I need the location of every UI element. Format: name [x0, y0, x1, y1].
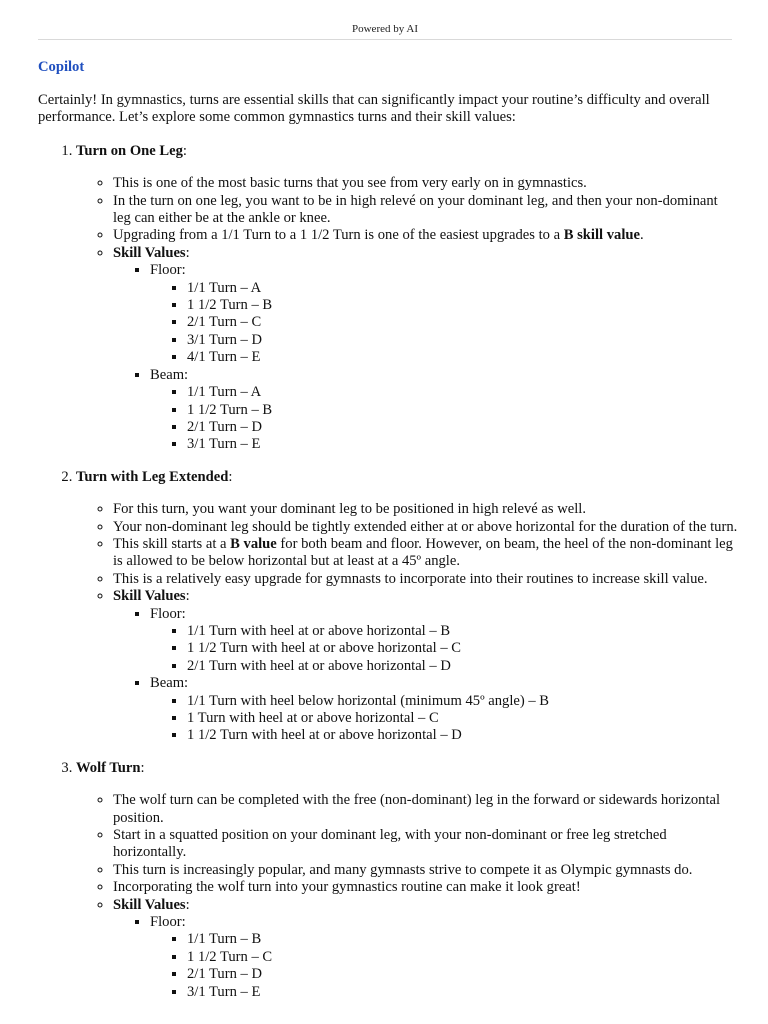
point-item: [113, 571, 738, 588]
skill-value-item: ▪ 2/1 Turn – D: [187, 419, 738, 436]
skill-value-item: ▪ 2/1 Turn – C: [187, 314, 738, 331]
skill-value-item: ▪ 1 1/2 Turn with heel at or above horizontal – D: [187, 727, 738, 744]
apparatus-item: [150, 367, 738, 454]
apparatus-item: [150, 675, 738, 745]
apparatus-list: [113, 914, 738, 1001]
skill-value-item: ▪ 1/1 Turn – B: [187, 931, 738, 948]
point-text: The wolf turn can be completed with the free (non-dominant) leg in the forward or sidewards horizontal position.: [113, 792, 721, 826]
section-title: Turn with Leg Extended: [76, 468, 229, 485]
point-item: [113, 519, 738, 536]
skill-values-item: ◦ Skill Values: ▪ Floor: ▪ 1/1 Turn – A ▪ 1 1/2 Turn – B ▪ 2/1 Turn – C ▪ 3/1 Turn – D ▪ 4/1 Turn – E ▪ Beam: ▪ 1/1 Turn – A ▪ 1 1/2 Turn – B ▪ 2/1 Turn – D ▪ 3/1 Turn – E: [113, 245, 738, 454]
section-title: Wolf Turn: [76, 759, 141, 776]
section-points: [76, 175, 738, 454]
section-item: 2. Turn with Leg Extended: ◦ For this turn, you want your dominant leg to be positioned in high relevé as well. ◦ Your non-dominant leg should be tightly extended either at or above horizontal for the duration of the turn. ◦ This skill starts at a B value for both beam and floor. However, on beam, the heel of the non-dominant leg is allowed to be below horizontal but at least at a 45º angle. ◦ This is a relatively easy upgrade for gymnasts to incorporate into their routines to increase skill value. ◦ Skill Values: ▪ Floor: ▪ 1/1 Turn with heel at or above horizontal – B ▪ 1 1/2 Turn with heel at or above horizontal – C ▪ 2/1 Turn with heel at or above horizontal – D ▪ Beam: ▪ 1/1 Turn with heel below horizontal (minimum 45º angle) – B ▪ 1 Turn with heel at or above horizontal – C ▪ 1 1/2 Turn with heel at or above horizontal – D: [76, 469, 738, 745]
skill-value-list: [150, 693, 738, 745]
skill-values-label: Skill Values: [113, 896, 186, 913]
point-text: Upgrading from a 1/1 Turn to a 1 1/2 Turn is one of the easiest upgrades to a: [113, 227, 564, 244]
point-item: [113, 193, 738, 228]
apparatus-name: Floor:: [150, 605, 186, 622]
point-item: [113, 501, 738, 518]
skill-value-item: ▪ 3/1 Turn – E: [187, 436, 738, 453]
apparatus-item: [150, 262, 738, 366]
skill-value-item: ▪ 2/1 Turn – D: [187, 966, 738, 983]
point-text: Incorporating the wolf turn into your gymnastics routine can make it look great!: [113, 879, 581, 896]
section-item: 3. Wolf Turn: ◦ The wolf turn can be completed with the free (non-dominant) leg in the forward or sidewards horizontal position. ◦ Start in a squatted position on your dominant leg, with your non-dominant or free leg stretched horizontally. ◦ This turn is increasingly popular, and many gymnasts strive to compete it as Olympic gymnasts do. ◦ Incorporating the wolf turn into your gymnastics routine can make it look great! ◦ Skill Values: ▪ Floor: ▪ 1/1 Turn – B ▪ 1 1/2 Turn – C ▪ 2/1 Turn – D ▪ 3/1 Turn – E: [76, 760, 738, 1001]
point-bold-text: B value: [230, 535, 277, 552]
point-text: In the turn on one leg, you want to be in high relevé on your dominant leg, and then your non-dominant leg can either be at the ankle or knee.: [113, 192, 718, 227]
point-item: [113, 879, 738, 896]
powered-by-banner: Powered by AI: [38, 22, 732, 40]
skill-value-list: [150, 623, 738, 675]
skill-value-item: ▪ 4/1 Turn – E: [187, 349, 738, 366]
point-item: [113, 862, 738, 879]
intro-paragraph: Certainly! In gymnastics, turns are essential skills that can significantly impact your routine’s difficulty and overall performance. Let’s explore some common gymnastics turns and their skill values:: [38, 92, 710, 126]
skill-value-list: [150, 280, 738, 367]
skill-value-item: ▪ 1 1/2 Turn – B: [187, 402, 738, 419]
point-text: Your non-dominant leg should be tightly extended either at or above horizontal for the duration of the turn.: [113, 518, 738, 535]
apparatus-name: Beam:: [150, 366, 189, 383]
point-text: Start in a squatted position on your dominant leg, with your non-dominant or free leg stretched horizontally.: [113, 827, 667, 861]
apparatus-list: [113, 606, 738, 745]
skill-value-item: ▪ 2/1 Turn with heel at or above horizontal – D: [187, 658, 738, 675]
point-text: This is one of the most basic turns that you see from very early on in gymnastics.: [113, 175, 587, 192]
speaker-name: Copilot: [38, 59, 85, 75]
skill-values-item: ◦ Skill Values: ▪ Floor: ▪ 1/1 Turn – B ▪ 1 1/2 Turn – C ▪ 2/1 Turn – D ▪ 3/1 Turn – E: [113, 897, 738, 1001]
section-title: Turn on One Leg: [76, 142, 183, 159]
section-item: 1. Turn on One Leg: ◦ This is one of the most basic turns that you see from very early on in gymnastics. ◦ In the turn on one leg, you want to be in high relevé on your dominant leg, and then your non-dominant leg can either be at the ankle or knee. ◦ Upgrading from a 1/1 Turn to a 1 1/2 Turn is one of the easiest upgrades to a B skill value. ◦ Skill Values: ▪ Floor: ▪ 1/1 Turn – A ▪ 1 1/2 Turn – B ▪ 2/1 Turn – C ▪ 3/1 Turn – D ▪ 4/1 Turn – E ▪ Beam: ▪ 1/1 Turn – A ▪ 1 1/2 Turn – B ▪ 2/1 Turn – D ▪ 3/1 Turn – E: [76, 143, 738, 454]
point-text: This turn is increasingly popular, and many gymnasts strive to compete it as Olympic gymnasts do.: [113, 861, 693, 878]
point-bold-text: B skill value: [563, 227, 640, 244]
point-item: [113, 792, 738, 827]
skill-value-list: [150, 931, 738, 1001]
apparatus-name: Beam:: [150, 675, 189, 692]
skill-value-item: ▪ 1/1 Turn with heel below horizontal (minimum 45º angle) – B: [187, 693, 738, 710]
point-text: This skill starts at a: [113, 535, 231, 552]
skill-value-item: ▪ 1 1/2 Turn with heel at or above horizontal – C: [187, 640, 738, 657]
apparatus-item: [150, 914, 738, 1001]
skill-value-item: ▪ 3/1 Turn – D: [187, 332, 738, 349]
skill-value-item: ▪ 3/1 Turn – E: [187, 984, 738, 1001]
point-item: [113, 227, 738, 244]
skill-value-item: ▪ 1/1 Turn – A: [187, 384, 738, 401]
point-item: [113, 536, 738, 571]
skill-value-list: [150, 384, 738, 454]
point-text: This is a relatively easy upgrade for gymnasts to incorporate into their routines to increase skill value.: [113, 570, 708, 587]
skill-value-item: ▪ 1/1 Turn – A: [187, 280, 738, 297]
point-text: for both beam and floor. However, on beam, the heel of the non-dominant leg is allowed to be below horizontal but at least at a 45º angle.: [113, 535, 733, 570]
section-points: [76, 501, 738, 745]
point-item: [113, 827, 738, 862]
point-text: For this turn, you want your dominant leg to be positioned in high relevé as well.: [113, 501, 587, 518]
skill-values-item: ◦ Skill Values: ▪ Floor: ▪ 1/1 Turn with heel at or above horizontal – B ▪ 1 1/2 Turn with heel at or above horizontal – C ▪ 2/1 Turn with heel at or above horizontal – D ▪ Beam: ▪ 1/1 Turn with heel below horizontal (minimum 45º angle) – B ▪ 1 Turn with heel at or above horizontal – C ▪ 1 1/2 Turn with heel at or above horizontal – D: [113, 588, 738, 745]
point-item: [113, 175, 738, 192]
point-text: .: [639, 227, 644, 244]
skill-value-item: ▪ 1 1/2 Turn – B: [187, 297, 738, 314]
response-content: [38, 92, 738, 1016]
apparatus-item: [150, 606, 738, 676]
skill-value-item: ▪ 1/1 Turn with heel at or above horizontal – B: [187, 623, 738, 640]
apparatus-list: [113, 262, 738, 453]
apparatus-name: Floor:: [150, 914, 186, 931]
skill-value-item: ▪ 1 1/2 Turn – C: [187, 949, 738, 966]
skill-values-label: Skill Values: [113, 588, 186, 605]
sections-list: [38, 143, 738, 1001]
apparatus-name: Floor:: [150, 262, 186, 279]
skill-value-item: ▪ 1 Turn with heel at or above horizontal – C: [187, 710, 738, 727]
skill-values-label: Skill Values: [113, 244, 186, 261]
section-points: [76, 792, 738, 1001]
